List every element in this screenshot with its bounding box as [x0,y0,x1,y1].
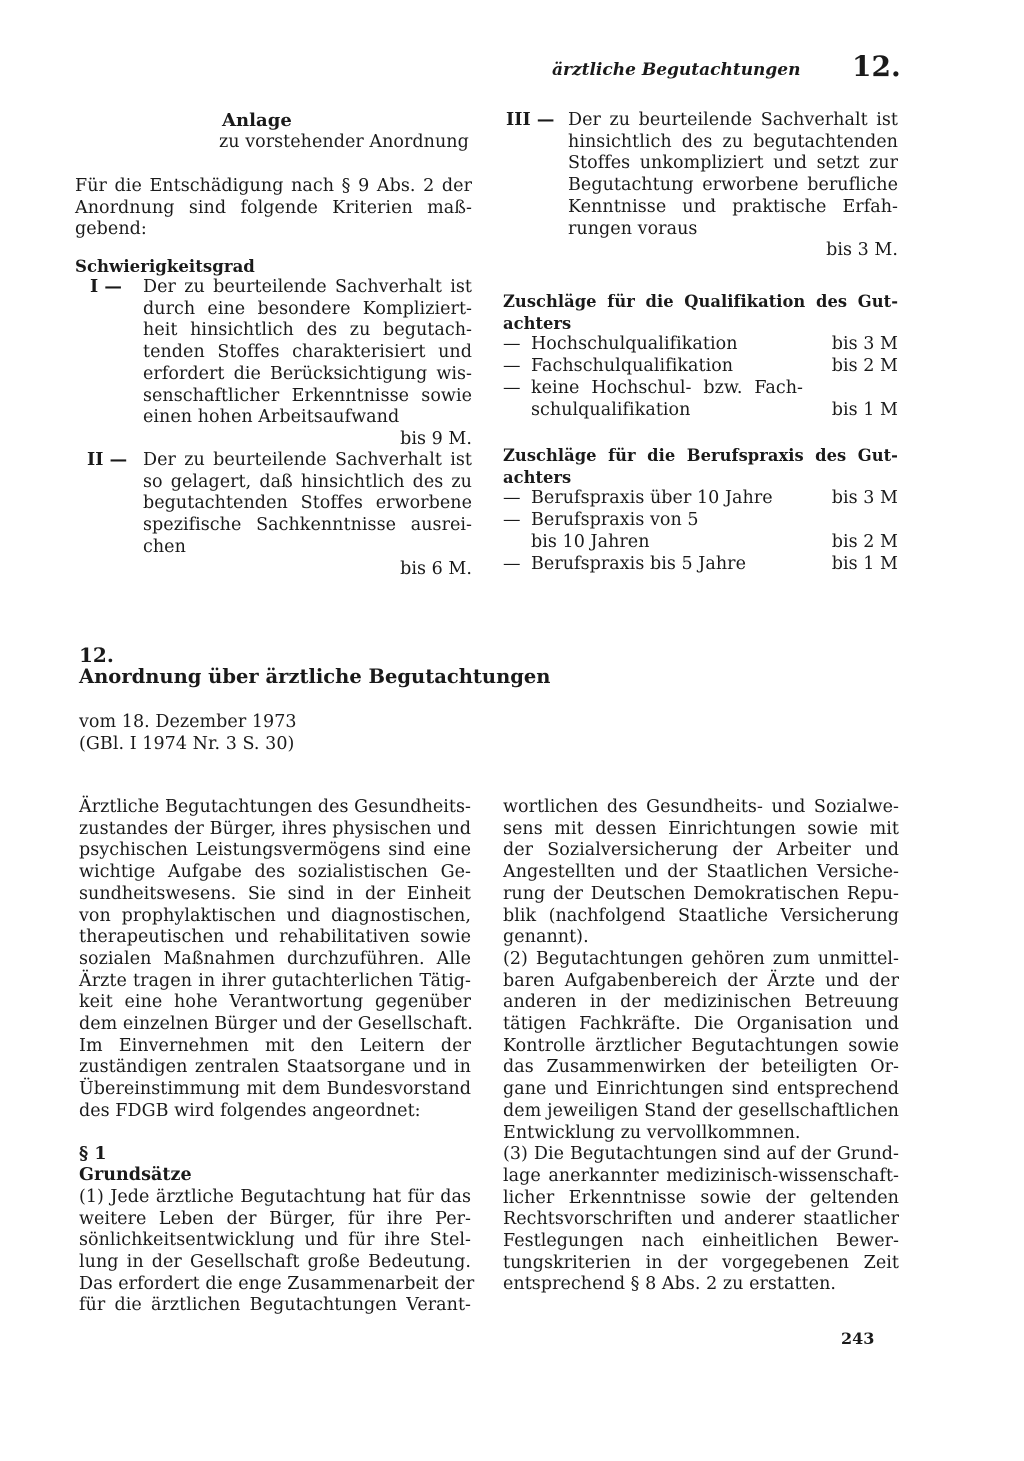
para1-line: weitere Leben der Bürger, für ihre Per- [79,1208,471,1229]
para3-line: Rechtsvorschriften und anderer staatlicher [503,1209,899,1230]
practice-item [503,554,898,576]
preamble-line: Im Einvernehmen mit den Leitern der [79,1035,471,1056]
ordinance-source: (GBl. I 1974 Nr. 3 S. 30) [79,734,295,754]
grade-line: rungen voraus [568,218,698,239]
grade-line: erfordert die Berücksichtigung wis- [143,363,472,384]
grade-amount: bis 6 M. [400,558,472,579]
para2-line: (2) Begutachtungen gehören zum unmittel- [503,948,899,969]
preamble-line: dem einzelnen Bürger und der Gesellschaft. [79,1014,473,1035]
para3-line: licher Erkenntnisse sowie der geltenden [503,1187,899,1208]
para3-line: (3) Die Begutachtungen sind auf der Grund- [503,1144,899,1165]
practice-item [503,510,898,553]
anlage-subtitle: zu vorstehender Anordnung [219,132,469,152]
para1-cont-line: rung der Deutschen Demokratischen Repu- [503,883,899,904]
para1-line: für die ärztlichen Begutachtungen Verant- [79,1295,471,1316]
running-title: ärztliche Begutachtungen [552,60,801,80]
grade-line: Stoffes unkompliziert und setzt zur [568,153,898,174]
grade-amount: bis 9 M. [400,428,472,449]
preamble-line: therapeutischen und rehabilitativen sowie [79,927,471,948]
grade-amount: bis 3 M. [826,240,898,261]
qualification-item [503,356,898,378]
grade-line: spezifische Sachkenntnisse ausrei- [143,515,472,536]
qualification-amount: bis 1 M [831,399,898,420]
para2-line: Entwicklung zu vervollkommnen. [503,1122,801,1143]
practice-label: Berufspraxis über 10 Jahre [531,488,773,509]
dash: — [503,334,521,355]
grade-line: hinsichtlich des zu begutachtenden [568,131,898,152]
para3-line: entsprechend § 8 Abs. 2 zu erstatten. [503,1274,837,1295]
qualification-heading: achters [503,313,572,333]
dash: — [503,510,521,531]
para1-cont-line: sens mit dessen Einrichtungen sowie mit [503,818,899,839]
preamble-line: sozialen Maßnahmen durchzuführen. Alle [79,948,471,969]
anlage-intro-line: gebend: [75,219,147,240]
para2-line: Kontrolle ärztlicher Begutachtungen sowie [503,1035,899,1056]
difficulty-heading: Schwierigkeitsgrad [75,257,255,276]
qualification-label: Hochschulqualifikation [531,334,738,355]
section-title: Grundsätze [79,1165,192,1186]
grade-line: senschaftlicher Erkenntnisse sowie [143,385,472,406]
practice-amount: bis 3 M [831,488,898,509]
anlage-intro [75,176,472,241]
para1-line: sönlichkeitsentwicklung und für ihre Stel- [79,1230,471,1251]
header-section-number: 12. [852,50,901,83]
practice-amount: bis 2 M [831,531,898,552]
grade-marker: I — [90,277,122,297]
dash: — [503,488,521,509]
preamble-line: Ärztliche Begutachtungen des Gesundheits- [79,797,471,817]
grade-line: durch eine besondere Kompliziert- [143,298,472,319]
dash: — [503,553,521,574]
grade-item [87,450,472,580]
para2-line: anderen in der medizinischen Betreuung [503,992,899,1013]
para1-cont-line: der Sozialversicherung der Arbeiter und [503,840,899,861]
preamble-line: von prophylaktischen und diagnostischen, [79,905,471,926]
practice-heading: Zuschläge für die Berufspraxis des Gut- [503,446,898,465]
practice-heading: achters [503,467,572,487]
para3-line: Festlegungen nach einheitlichen Bewer- [503,1231,899,1252]
grade-line: so gelagert, daß hinsichtlich des zu [143,471,472,492]
para1-cont-line: wortlichen des Gesundheits- und Sozialwe- [503,797,899,817]
grade-line: tenden Stoffes charakterisiert und [143,342,472,363]
para1-cont-line: genannt). [503,927,589,948]
ordinance-right-column [503,797,899,1296]
para2-line: baren Aufgabenbereich der Ärzte und der [503,970,899,991]
qualification-amount: bis 3 M [831,334,898,355]
anlage-title: Anlage [222,110,292,131]
ordinance-date: vom 18. Dezember 1973 [79,712,297,732]
qualification-block [503,291,898,421]
qualification-heading: Zuschläge für die Qualifikation des Gut- [503,292,898,311]
practice-item [503,488,898,510]
practice-label: bis 10 Jahren [531,531,650,552]
qualification-label: keine Hochschul- bzw. Fach- [531,377,803,398]
grade-line: begutachtenden Stoffes erworbene [143,493,472,514]
para3-line: tungskriterien in der vorgegebenen Zeit [503,1252,899,1273]
para1-cont-line: blik (nachfolgend Staatliche Versicherung [503,905,899,926]
para2-line: tätigen Fachkräfte. Die Organisation und [503,1014,899,1035]
anlage-intro-line: Für die Entschädigung nach § 9 Abs. 2 der [75,176,472,196]
practice-block [503,445,898,575]
grade-line: Der zu beurteilende Sachverhalt ist [143,277,472,297]
grade-item [506,110,898,262]
grade-marker: II — [87,450,128,470]
para2-line: gane und Einrichtungen sind entsprechend [503,1079,899,1100]
grade-line: einen hohen Arbeitsaufwand [143,407,400,428]
dash: — [503,356,521,377]
preamble-line: des FDGB wird folgendes angeordnet: [79,1100,421,1121]
grade-line: chen [143,536,186,557]
preamble-line: Übereinstimmung mit dem Bundesvorstand [79,1079,471,1100]
dash: — [503,377,521,398]
practice-label: Berufspraxis bis 5 Jahre [531,553,747,574]
section-mark: § 1 [79,1143,107,1164]
preamble-line: wichtige Aufgabe des sozialistischen Ge- [79,862,471,883]
grade-line: Der zu beurteilende Sachverhalt ist [568,110,898,130]
grade-item [90,277,472,451]
qualification-amount: bis 2 M [831,356,898,377]
grade-marker: III — [506,110,555,130]
qualification-label: schulqualifikation [531,399,691,420]
ordinance-left-column [79,797,475,1317]
anlage-intro-line: Anordnung sind folgende Kriterien maß- [75,197,472,218]
preamble-line: keit eine hohe Verantwortung gegenüber [79,992,471,1013]
grade-line: heit hinsichtlich des zu begutach- [143,320,472,341]
para1-line: (1) Jede ärztliche Begutachtung hat für das [79,1186,471,1207]
para1-line: Das erfordert die enge Zusammenarbeit der [79,1273,475,1294]
grade-line: Der zu beurteilende Sachverhalt ist [143,450,472,470]
ordinance-title: Anordnung über ärztliche Begutachtungen [79,665,551,688]
qualification-label: Fachschulqualifikation [531,356,734,377]
ordinance-number: 12. [79,643,114,667]
para1-line: lung in der Gesellschaft große Bedeutung. [79,1252,471,1273]
grade-line: Begutachtung erworbene berufliche [568,175,898,196]
para2-line: dem jeweiligen Stand der gesellschaftlichen [503,1100,899,1121]
preamble-line: psychischen Leistungsvermögens sind eine [79,840,471,861]
para3-line: lage anerkannter medizinisch-wissenschaft- [503,1165,899,1186]
para2-line: das Zusammenwirken der beteiligten Or- [503,1057,899,1078]
qualification-item [503,334,898,356]
page-number: 243 [841,1329,875,1348]
preamble-line: sundheitswesens. Sie sind in der Einheit [79,883,471,904]
grade-line: Kenntnisse und praktische Erfah- [568,196,898,217]
practice-amount: bis 1 M [831,553,898,574]
para1-cont-line: Angestellten und der Staatlichen Versiche- [503,862,899,883]
practice-label: Berufspraxis von 5 [531,510,699,531]
qualification-item [503,378,898,421]
preamble-line: Ärzte tragen in ihrer gutachterlichen Tätig- [79,970,471,991]
preamble-line: zustandes der Bürger, ihres physischen und [79,818,471,839]
preamble-line: zuständigen zentralen Staatsorgane und in [79,1057,471,1078]
